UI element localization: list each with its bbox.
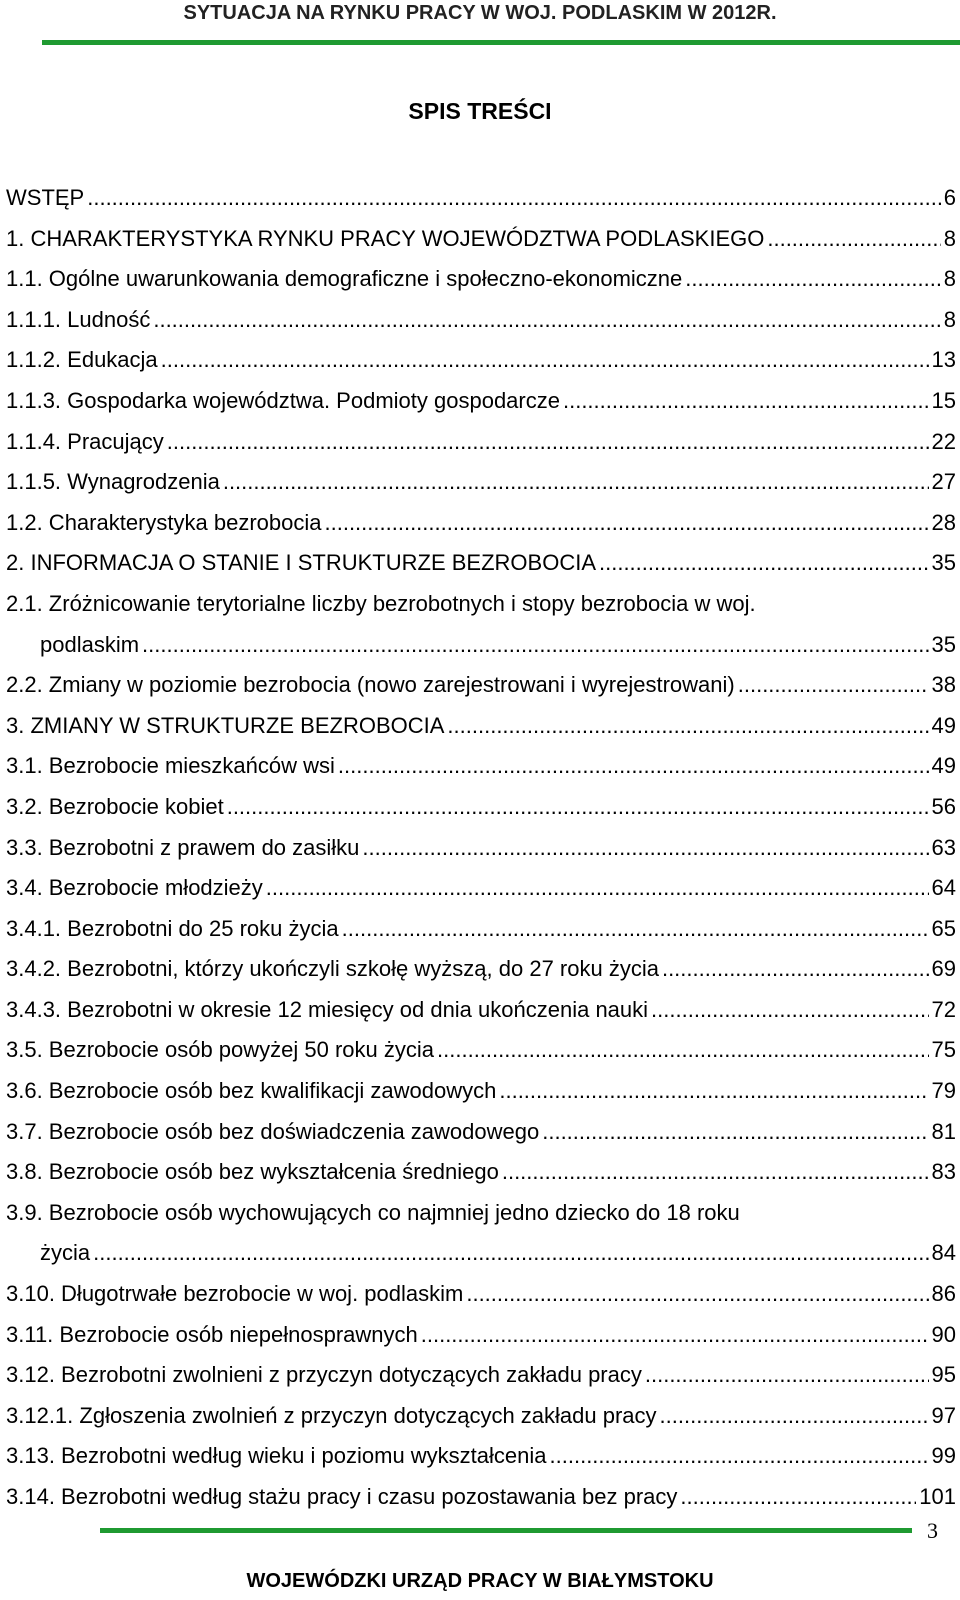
dot-leader [645,1355,929,1396]
toc-entry-label: 3.4.2. Bezrobotni, którzy ukończyli szkołę wyższą, do 27 roku życia [6,956,659,982]
dot-leader [563,381,929,422]
toc-entry-label: życia [40,1240,91,1266]
toc-entry-label: 1.1.3. Gospodarka województwa. Podmioty gospodarcze [6,387,560,413]
toc-entry-page: 13 [931,347,956,373]
toc-entry-label: 3.7. Bezrobocie osób bez doświadczenia zawodowego [6,1118,540,1144]
toc-entry[interactable] [6,259,956,300]
toc-entry[interactable] [6,868,956,909]
toc-entry-page: 97 [931,1402,956,1428]
dot-leader [266,868,929,909]
toc-entry-label: 3.5. Bezrobocie osób powyżej 50 roku życia [6,1037,435,1063]
toc-entry-label: 3.2. Bezrobocie kobiet [6,793,224,819]
toc-entry-label-line[interactable]: 2.1. Zróżnicowanie terytorialne liczby bezrobotnych i stopy bezrobocia w woj. [6,590,756,616]
dot-leader [651,990,928,1031]
dot-leader [325,503,929,544]
toc-entry-label: 2.2. Zmiany w poziomie bezrobocia (nowo zarejestrowani i wyrejestrowani) [6,672,735,698]
toc-entry-label: 3.14. Bezrobotni według stażu pracy i czasu pozostawania bez pracy [6,1484,678,1509]
toc-entry[interactable] [6,1396,956,1437]
toc-entry-page: 35 [931,631,956,657]
toc-entry-label: 1.1. Ogólne uwarunkowania demograficzne i społeczno-ekonomiczne [6,266,683,292]
toc-entry-page: 75 [931,1037,956,1063]
toc-entry-label: 3.12.1. Zgłoszenia zwolnień z przyczyn dotyczących zakładu pracy [6,1402,657,1428]
toc-entry-label: 3.3. Bezrobotni z prawem do zasiłku [6,834,360,860]
toc-entry-page: 8 [943,225,956,251]
toc-entry-page: 99 [931,1443,956,1469]
dot-leader [142,625,928,666]
toc-entry-page: 28 [931,509,956,535]
dot-leader [338,746,929,787]
toc-entry[interactable] [6,949,956,990]
toc-entry-page: 49 [931,753,956,779]
toc-entry[interactable] [6,1071,956,1112]
toc-entry-page: 69 [931,956,956,982]
toc-entry-label: WSTĘP [6,185,85,210]
toc-entry-page: 63 [931,834,956,860]
dot-leader [660,1396,929,1437]
toc-entry[interactable] [6,1355,956,1396]
toc-entry-label: 1.2. Charakterystyka bezrobocia [6,509,322,535]
toc-entry-label: 1. CHARAKTERYSTYKA RYNKU PRACY WOJEWÓDZTWA PODLASKIEGO [6,225,765,251]
toc-entry[interactable] [6,625,956,666]
toc-entry-page: 8 [943,266,956,292]
dot-leader [680,1477,916,1518]
toc-entry-label: 3.1. Bezrobocie mieszkańców wsi [6,753,335,779]
toc-entry-page: 72 [931,996,956,1022]
dot-leader [437,1030,929,1071]
dot-leader [421,1315,929,1356]
toc-entry[interactable] [6,665,956,706]
dot-leader [362,828,928,869]
toc-entry-label-line[interactable]: 3.9. Bezrobocie osób wychowujących co najmniej jedno dziecko do 18 roku [6,1199,740,1225]
toc-entry-label: 3.4.3. Bezrobotni w okresie 12 miesięcy od dnia ukończenia nauki [6,996,649,1022]
toc-entry-label: 1.1.4. Pracujący [6,428,164,454]
toc-entry-label: 3.4.1. Bezrobotni do 25 roku życia [6,915,339,941]
dot-leader [223,462,929,503]
toc-entry[interactable] [6,706,956,747]
toc-entry[interactable] [6,219,956,260]
toc-entry[interactable] [6,1152,956,1193]
toc-entry-page: 22 [931,428,956,454]
toc-entry-label: 3.6. Bezrobocie osób bez kwalifikacji zawodowych [6,1078,497,1104]
toc-entry[interactable] [6,746,956,787]
toc-entry[interactable] [6,422,956,463]
dot-leader [447,706,928,747]
toc-entry-label: 2. INFORMACJA O STANIE I STRUKTURZE BEZROBOCIA [6,550,596,576]
table-of-contents [6,178,956,1518]
toc-entry-page: 49 [931,712,956,738]
toc-title: SPIS TREŚCI [408,98,552,124]
toc-entry[interactable] [6,1477,956,1518]
toc-entry[interactable] [6,462,956,503]
toc-entry-label: 3.12. Bezrobotni zwolnieni z przyczyn dotyczących zakładu pracy [6,1362,642,1388]
toc-entry-label: podlaskim [40,631,140,657]
dot-leader [499,1071,928,1112]
toc-entry[interactable] [6,1436,956,1477]
toc-entry[interactable] [6,990,956,1031]
toc-entry-page: 81 [931,1118,956,1144]
toc-entry[interactable] [6,1112,956,1153]
running-footer: WOJEWÓDZKI URZĄD PRACY W BIAŁYMSTOKU [246,1570,714,1592]
toc-entry-page: 8 [943,306,956,332]
toc-entry[interactable] [6,909,956,950]
toc-entry[interactable] [6,503,956,544]
dot-leader [342,909,929,950]
toc-entry-label: 1.1.2. Edukacja [6,347,158,373]
dot-leader [227,787,929,828]
dot-leader [167,422,929,463]
toc-entry[interactable] [6,381,956,422]
toc-entry[interactable] [6,340,956,381]
toc-entry-label: 1.1.1. Ludność [6,306,151,332]
toc-entry[interactable] [6,787,956,828]
dot-leader [93,1233,928,1274]
toc-entry-page: 90 [931,1321,956,1347]
toc-entry-page: 56 [931,793,956,819]
toc-entry-label: 3.13. Bezrobotni według wieku i poziomu wykształcenia [6,1443,547,1469]
toc-entry-label: 1.1.5. Wynagrodzenia [6,469,220,495]
toc-entry-page: 35 [931,550,956,576]
toc-entry-page: 83 [931,1159,956,1185]
toc-entry[interactable] [6,178,956,219]
dot-leader [542,1112,928,1153]
footer-divider [100,1528,912,1533]
toc-entry-page: 6 [943,185,956,210]
dot-leader [662,949,929,990]
toc-entry-label: 3.4. Bezrobocie młodzieży [6,875,263,901]
toc-entry-page: 84 [931,1240,956,1266]
dot-leader [738,665,929,706]
toc-entry-label: 3.10. Długotrwałe bezrobocie w woj. podlaskim [6,1281,464,1307]
dot-leader [153,300,940,341]
toc-entry-page: 101 [919,1484,956,1509]
toc-entry[interactable] [6,1315,956,1356]
toc-entry-page: 86 [931,1281,956,1307]
toc-entry-page: 15 [931,387,956,413]
toc-entry-page: 95 [931,1362,956,1388]
toc-entry[interactable] [6,1233,956,1274]
dot-leader [685,259,940,300]
toc-entry[interactable] [6,828,956,869]
dot-leader [87,178,941,219]
toc-entry[interactable] [6,1274,956,1315]
toc-entry-page: 38 [931,672,956,698]
page-number: 3 [927,1518,938,1543]
toc-entry-label: 3.8. Bezrobocie osób bez wykształcenia średniego [6,1159,499,1185]
toc-entry-label: 3.11. Bezrobocie osób niepełnosprawnych [6,1321,418,1347]
dot-leader [502,1152,929,1193]
toc-entry-page: 64 [931,875,956,901]
toc-entry[interactable] [6,1030,956,1071]
dot-leader [550,1436,929,1477]
dot-leader [466,1274,928,1315]
dot-leader [767,219,940,260]
header-divider [42,40,960,45]
toc-entry-label: 3. ZMIANY W STRUKTURZE BEZROBOCIA [6,712,445,738]
toc-entry[interactable] [6,300,956,341]
running-header: SYTUACJA NA RYNKU PRACY W WOJ. PODLASKIM W 2012R. [183,2,777,24]
toc-entry[interactable] [6,543,956,584]
toc-entry-page: 27 [931,469,956,495]
toc-entry-page: 65 [931,915,956,941]
dot-leader [161,340,929,381]
dot-leader [599,543,929,584]
toc-entry-page: 79 [931,1078,956,1104]
